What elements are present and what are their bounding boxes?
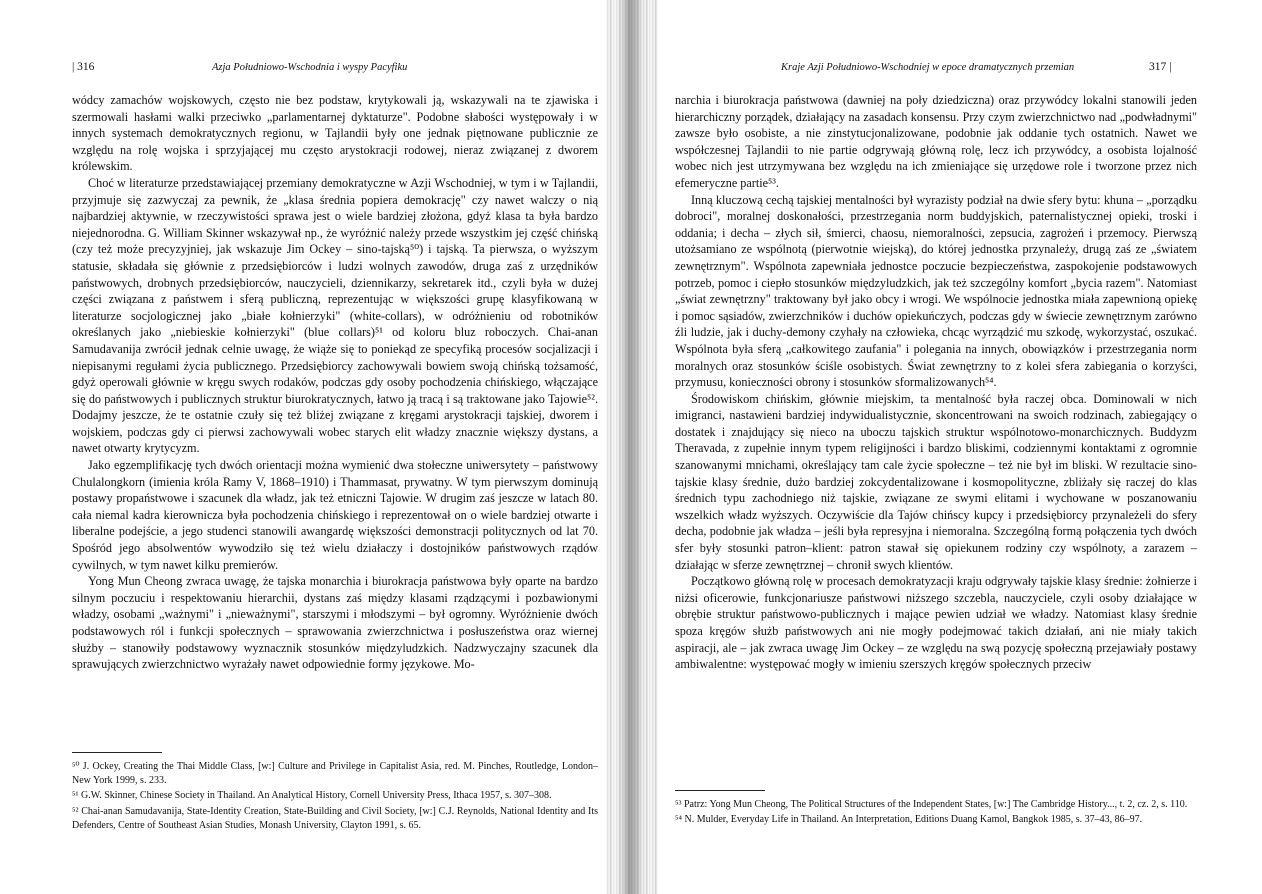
body-text [72, 92, 598, 673]
footnote: ⁵³ Patrz: Yong Mun Cheong, The Political Structures of the Independent States, [w:] The Cambridge History..., t. 2, cz. 2, s. 110. [675, 799, 1188, 810]
body-text [675, 92, 1197, 673]
right-page [631, 0, 1262, 894]
running-head: Azja Południowo-Wschodnia i wyspy Pacyfiku [212, 62, 408, 73]
footnote: ⁵⁰ J. Ockey, Creating the Thai Middle Class, [w:] Culture and Privilege in Capitalist Asia, red. M. Pinches, Routledge, London–New York 1999, s. 233. [72, 761, 598, 787]
paragraph: narchia i biurokracja państwowa (dawniej na poły dziedziczna) oraz przywódcy lokalni stanowili jeden hierarchiczny porządek, działający na zasadach konsensu. Przy czym zwierzchnictwo nad „podwładnymi" zawsze było osobiste, a nie zinstytucjonalizowane, podobnie jak oddanie tych ostatnich. Nawet we współczesnej Tajlandii to nie partie odgrywają główną rolę, lecz ich przywódcy, a osobista lojalność wobec nich jest utrzymywana bez względu na ich zmieniające się urzędowe role i tworzone przez nich efemeryczne partie⁵³. [675, 93, 1197, 190]
footnote: ⁵⁴ N. Mulder, Everyday Life in Thailand. An Interpretation, Editions Duang Kamol, Bangkok 1985, s. 37–43, 86–97. [675, 814, 1143, 826]
footnote: ⁵² Chai-anan Samudavanija, State-Identity Creation, State-Building and Civil Society, [w:] C.J. Reynolds, National Identity and Its Defenders, Centre of Southeast Asian Studies, Monash University, Clayton 1991, s. 65. [72, 805, 598, 831]
footnote: ⁵¹ G.W. Skinner, Chinese Society in Thailand. An Analytical History, Cornell University Press, Ithaca 1957, s. 307–308. [72, 790, 552, 802]
footnote-rule [72, 752, 162, 753]
running-head: Kraje Azji Południowo-Wschodniej w epoce dramatycznych przemian [781, 62, 1075, 73]
paragraph: wódcy zamachów wojskowych, często nie bez podstaw, krytykowali ją, wskazywali na te zjawiska i szermowali hasłami walki przeciwko „parlamentarnej dyktaturze". Podobne słabości występowały i w innych systemach demokratycznych regionu, w Tajlandii były one jednak piętnowane publicznie ze względu na rolę wojska i sprzyjającej mu często arystokracji rodowej, nieraz związanej z dworem królewskim. [72, 93, 598, 174]
paragraph: Yong Mun Cheong zwraca uwagę, że tajska monarchia i biurokracja państwowa były oparte na bardzo silnym poczuciu i respektowaniu hierarchii, dystans zaś między klasami rządzącymi i pozbawionymi władzy, osobami „ważnymi" i „nieważnymi", starszymi i młodszymi – był ogromny. Wyróżnienie dwóch podstawowych ról i funkcji społecznych – sprawowania zwierzchnictwa i posłuszeństwa oraz wiernej służby – stanowiły podstawowy wyznacznik stosunków międzyludzkich. Nadzwyczajny szacunek dla sprawujących zwierzchnictwo wyrażały nawet odpowiednie formy językowe. Mo- [72, 574, 598, 672]
paragraph: Inną kluczową cechą tajskiej mentalności był wyrazisty podział na dwie sfery bytu: khuna – „porządku dobroci", moralnej doskonałości, przestrzegania norm buddyjskich, paternalistycznej opieki, troski i oddania; i decha – złych sił, śmierci, chaosu, niemoralności, zepsucia, zagrożeń i przemocy. Pierwszą utożsamiano ze wspólnotą (pierwotnie wiejską), do której jednostka przynależy, drugą zaś ze „światem zewnętrznym". Wspólnota zapewniała jednostce poczucie bezpieczeństwa, zaspokojenie podstawowych potrzeb, pomoc i ciepło stosunków międzyludzkich, jak też szczególny komfort „bycia razem". Natomiast „świat zewnętrzny" traktowany był jako obcy i wrogi. We wspólnocie jednostka miała zapewnioną opiekę i pomoc sąsiadów, zwierzchników i duchów opiekuńczych, podczas gdy w świecie zewnętrznym zarówno źli ludzie, jak i duchy-demony czyhały na człowieka, chcąc wyrządzić mu szkodę, wykorzystać, oszukać. Wspólnota była sferą „całkowitego zaufania" i polegania na innych, obowiązków i przestrzegania norm moralnych oraz stosunków ściśle osobistych. Świat zewnętrzny to z kolei sfera zabiegania o korzyści, przymusu, konieczności obrony i stosunków sformalizowanych⁵⁴. [675, 192, 1197, 390]
paragraph: Początkowo główną rolę w procesach demokratyzacji kraju odgrywały tajskie klasy średnie: żołnierze i niżsi oficerowie, funkcjonariusze państwowi niższego szczebla, nauczyciele, czyli osoby działające w obrębie struktur państwowo-publicznych i mające pewien udział we władzy. Natomiast klasy średnie spoza kręgów służb państwowych ani nie mogły podejmować takich działań, ani nie miały takich aspiracji, ale – jak zwraca uwagę Jim Ockey – ze względu na swą pozycję społeczną przejawiały postawy ambiwalentne: występować mogły w imieniu szerszych kręgów społecznych przeciw [675, 574, 1197, 672]
paragraph: Jako egzemplifikację tych dwóch orientacji można wymienić dwa stołeczne uniwersytety – państwowy Chulalongkorn (imienia króla Ramy V, 1868–1910) i Thammasat, prywatny. W tym pierwszym dominują postawy propaństwowe i szacunek dla władz, jak też etniczni Tajowie. W drugim zaś jeszcze w latach 80. cała niemal kadra kierownicza była pochodzenia chińskiego i reprezentował on o wiele bardziej otwarte i liberalne podejście, a jego studenci stanowili awangardę większości demonstracji politycznych od lat 70. Spośród jego absolwentów wywodziło się też wielu działaczy i dostojników państwowych rządów cywilnych, w tym nawet kilku premierów. [72, 458, 598, 572]
page-number: | 316 [72, 61, 95, 73]
paragraph: Środowiskom chińskim, głównie miejskim, ta mentalność była raczej obca. Dominowali w nich imigranci, nastawieni bardziej indywidualistycznie, skoncentrowani na swoich rodzinach, zabiegający o dostatek i znajdujący się nieco na uboczu tajskich struktur wspólnotowo-monarchicznych. Buddyzm Theravada, z zupełnie innym typem religijności i bardzo bliskimi, codziennymi kontaktami z ogromnie szanowanymi mnichami, określający tam cale życie społeczne – też nie był im bliski. W rezultacie sino-tajskie klasy średnie, dużo bardziej zokcydentalizowane i kosmopolityczne, zbliżały się raczej do klas średnich typu zachodniego niż tajskie, związane ze swymi elitami i wychowane w poszanowaniu wszelkich władz wyższych. Oczywiście dla Tajów chińscy kupcy i przedsiębiorcy przynależeli do sfery decha, podobnie jak władza – jeśli była represyjna i niemoralna. Szczególną formą połączenia tych dwóch sfer były stosunki patron–klient: patron stawał się opiekunem rodziny czy wspólnoty, a zarazem – działając w sferze zewnętrznej – chronił swych klientów. [675, 391, 1197, 572]
footnotes [675, 798, 1197, 828]
footnotes [72, 760, 598, 834]
paragraph: Choć w literaturze przedstawiającej przemiany demokratyczne w Azji Wschodniej, w tym i w Tajlandii, przyjmuje się zazwyczaj za pewnik, że „klasa średnia popiera demokrację" czy nawet walczy o nią najbardziej aktywnie, w rzeczywistości sprawa jest o wiele bardziej złożona, gdyż klasa ta była bardzo niejednorodna. G. William Skinner wskazywał np., że wyróżnić należy przede wszystkim jej część chińską (czy też może precyzyjniej, jak wskazuje Jim Ockey – sino-tajską⁵⁰) i tajską. Ta pierwsza, o wyższym statusie, składała się głównie z przedsiębiorców i ludzi wolnych zawodów, druga zaś z urzędników państwowych, drobnych przedsiębiorców, nauczycieli, dziennikarzy, sekretarek itd., czyli była w dużej części związana z państwem i sferą publiczną, reprezentując w większości grupę klasyfikowaną w literaturze socjologicznej jako „białe kołnierzyki" (white-collars), w odróżnieniu od robotników określanych jako „niebieskie kołnierzyki" (blue collars)⁵¹ od koloru bluz roboczych. Chai-anan Samudavanija zwrócił jednak celnie uwagę, że wiąże się to poniekąd ze specyfiką procesów socjalizacji i niepisanymi regułami życia publicznego. Przedsiębiorcy zachowywali bowiem swoją chińską tożsamość, gdyż operowali głównie w kręgu swych rodaków, podczas gdy osoby pochodzenia chińskiego, włączające się do państwowych i publicznych struktur biurokratycznych, łatwo ją tracą i są traktowane jako Tajowie⁵². Dodajmy jeszcze, że te ostatnie czuły się też bliżej związane z kręgami arystokracji tajskiej, dworem i wojskiem, podczas gdy ci pierwsi zachowywali wobec starych elit władzy znacznie większy dystans, a nawet otwarty krytycyzm. [72, 175, 598, 456]
footnote-rule [675, 790, 765, 791]
page-number: 317 | [1149, 61, 1172, 73]
